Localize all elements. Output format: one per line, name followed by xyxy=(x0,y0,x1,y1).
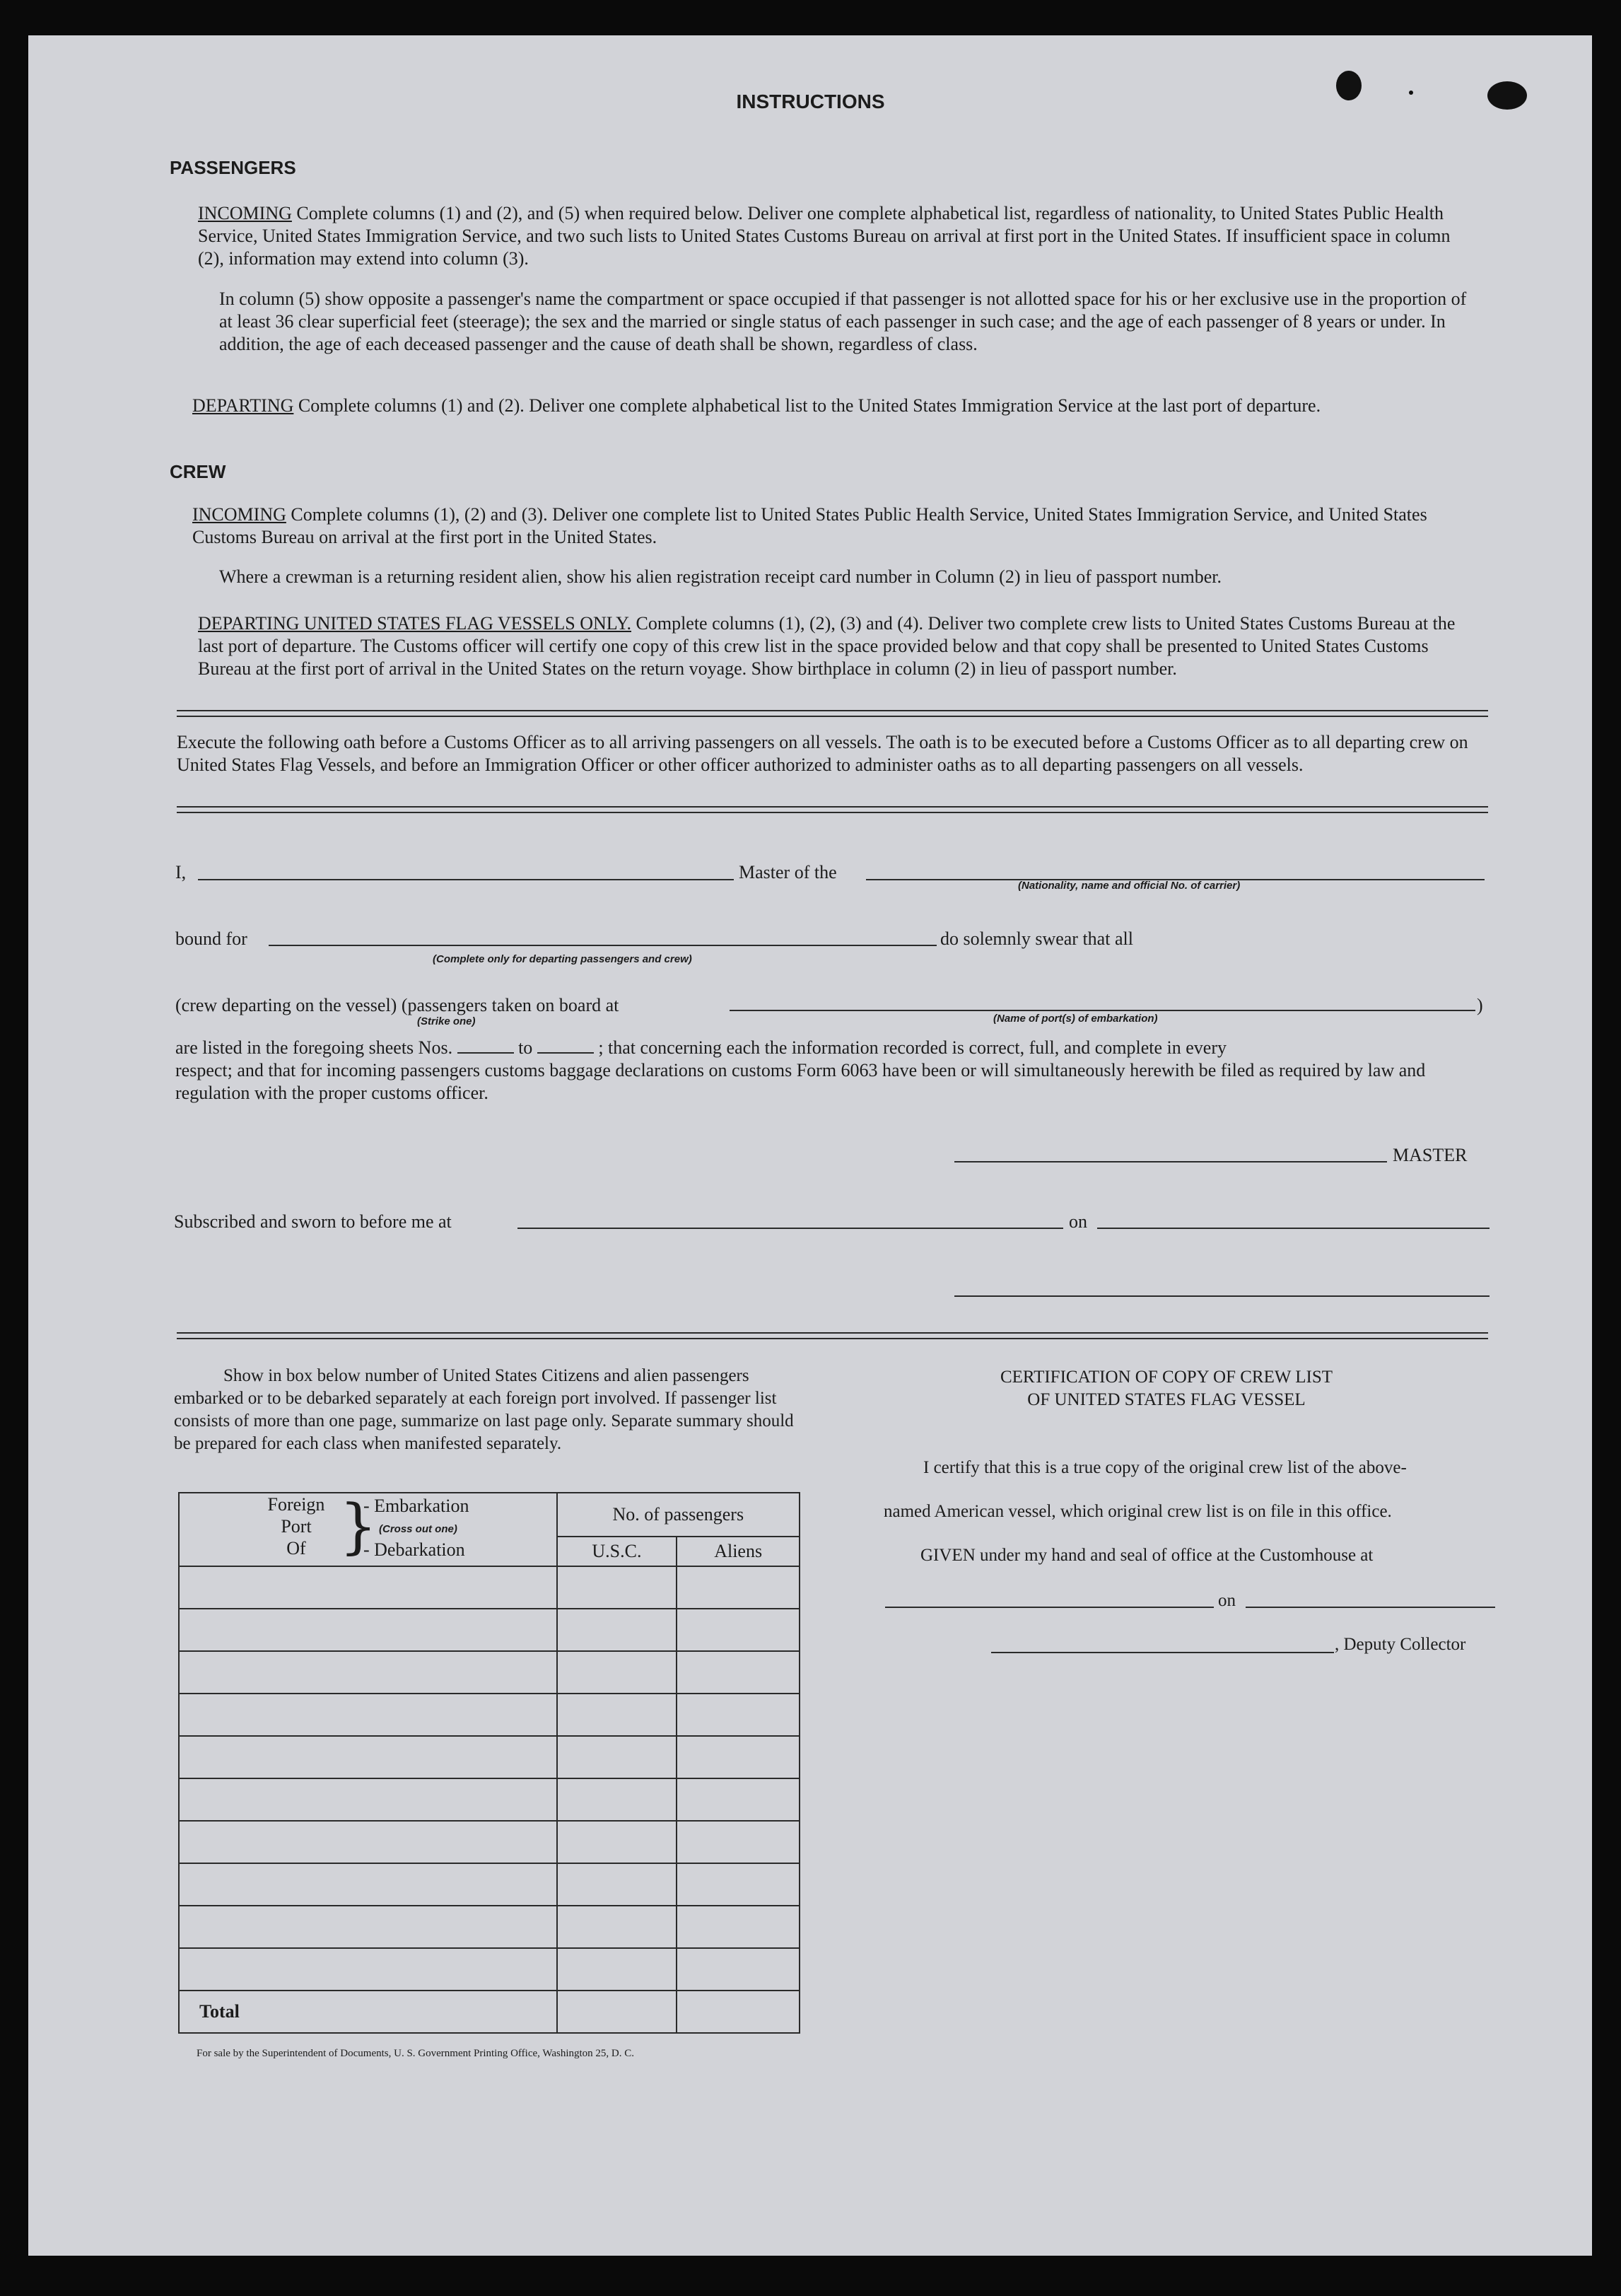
strike-one-caption: (Strike one) xyxy=(417,1015,476,1027)
aliens-cell[interactable] xyxy=(677,1694,800,1736)
usc-cell[interactable] xyxy=(557,1651,677,1694)
usc-cell[interactable] xyxy=(557,1863,677,1906)
port-cell[interactable] xyxy=(179,1821,557,1863)
to-label: to xyxy=(518,1037,533,1058)
crew-incoming-label: INCOMING xyxy=(192,504,286,525)
master-signature-line[interactable] xyxy=(954,1161,1387,1162)
certification-title-line1: CERTIFICATION OF COPY OF CREW LIST xyxy=(1000,1368,1333,1387)
port-cell[interactable] xyxy=(179,1948,557,1991)
total-label-cell xyxy=(179,1991,557,2033)
certification-line2: named American vessel, which original crew list is on file in this office. xyxy=(884,1502,1392,1521)
embarkation-port-line[interactable] xyxy=(730,1010,1475,1011)
passenger-summary-table xyxy=(178,1492,800,2034)
certification-on-label: on xyxy=(1218,1591,1236,1610)
certification-date-line[interactable] xyxy=(1246,1607,1495,1608)
oath-instructions: Execute the following oath before a Customs Officer as to all arriving passengers on all vessels. The oath is to be executed before a Customs Officer as to all departing crew on United States Flag Vessels, and before an Immigration Officer or other officer authorized to administer oaths as to all departing passengers on all vessels. xyxy=(177,732,1468,775)
master-name-line[interactable] xyxy=(198,879,734,880)
aliens-cell[interactable] xyxy=(677,1948,800,1991)
passengers-incoming-text: Complete columns (1) and (2), and (5) when required below. Deliver one complete alphabetical list, regardless of nationality, to United States Public Health Service, United States Immigration Service, and two such lists to United States Customs Bureau on arrival at first port in the United States. If insufficient space in column (2), information may extend into column (3). xyxy=(198,203,1451,269)
foreign-port-header xyxy=(179,1493,557,1566)
usc-cell[interactable] xyxy=(557,1736,677,1778)
no-of-passengers-header: No. of passengers xyxy=(557,1493,800,1537)
port-cell[interactable] xyxy=(179,1694,557,1736)
master-of-label: Master of the xyxy=(739,862,837,882)
crew-incoming-paragraph xyxy=(192,503,1467,549)
debarkation-label: - Debarkation xyxy=(363,1539,465,1560)
gpo-footer: For sale by the Superintendent of Documents, U. S. Government Printing Office, Washington 25, D. C. xyxy=(197,2048,634,2059)
solemnly-swear-label: do solemnly swear that all xyxy=(940,928,1133,949)
total-aliens-cell[interactable] xyxy=(677,1991,800,2033)
passengers-departing-text: Complete columns (1) and (2). Deliver one complete alphabetical list to the United States Immigration Service at the last port of departure. xyxy=(298,395,1321,416)
crew-resident-paragraph: Where a crewman is a returning resident alien, show his alien registration receipt card number in Column (2) in lieu of passport number. xyxy=(219,566,1222,587)
passengers-column5-paragraph: In column (5) show opposite a passenger's name the compartment or space occupied if that passenger is not allotted space for his or her exclusive use in the proportion of at least 36 clear superficial feet (steerage); the sex and the married or single status of each passenger in such case; and the age of each passenger of 8 years or under. In addition, the age of each deceased passenger and the cause of death shall be shown, regardless of class. xyxy=(219,289,1467,354)
sheets-line xyxy=(175,1037,1488,1059)
aliens-cell[interactable] xyxy=(677,1736,800,1778)
summary-instructions: Show in box below number of United States Citizens and alien passengers embarked or to be debarked separately at each foreign port involved. If passenger list consists of more than one page, summarize on last page only. Separate summary should be prepared for each class when manifested separately. xyxy=(174,1366,794,1453)
embarkation-label: - Embarkation xyxy=(363,1496,469,1516)
page-title: INSTRUCTIONS xyxy=(736,91,885,112)
crew-incoming-text: Complete columns (1), (2) and (3). Deliver one complete list to United States Public Health Service, United States Immigration Service, and United States Customs Bureau on arrival at the first port in the United States. xyxy=(192,504,1427,547)
complete-only-caption: (Complete only for departing passengers and crew) xyxy=(433,953,692,965)
usc-cell[interactable] xyxy=(557,1609,677,1651)
passengers-departing-paragraph xyxy=(192,395,1467,417)
certification-line3: GIVEN under my hand and seal of office at the Customhouse at xyxy=(920,1546,1374,1565)
sworn-date-line[interactable] xyxy=(1097,1228,1490,1229)
crew-departing-label: (crew departing on the vessel) (passengers taken on board at xyxy=(175,995,619,1015)
listed-prefix: are listed in the foregoing sheets Nos. xyxy=(175,1037,453,1058)
aliens-cell[interactable] xyxy=(677,1651,800,1694)
usc-header: U.S.C. xyxy=(557,1537,677,1566)
certification-line1: I certify that this is a true copy of the original crew list of the above- xyxy=(923,1458,1407,1477)
aliens-cell[interactable] xyxy=(677,1609,800,1651)
certification-title xyxy=(919,1366,1414,1411)
summary-row xyxy=(179,1948,800,1991)
summary-row xyxy=(179,1609,800,1651)
port-cell[interactable] xyxy=(179,1906,557,1948)
officer-signature-line[interactable] xyxy=(954,1295,1490,1297)
crew-heading: CREW xyxy=(170,461,226,482)
port-cell[interactable] xyxy=(179,1778,557,1821)
deputy-collector-label: , Deputy Collector xyxy=(1335,1635,1466,1654)
destination-line[interactable] xyxy=(269,945,937,946)
sworn-place-line[interactable] xyxy=(517,1228,1063,1229)
usc-cell[interactable] xyxy=(557,1694,677,1736)
brace-icon: } xyxy=(339,1491,378,1561)
crew-departing-paragraph xyxy=(198,612,1467,680)
passengers-heading: PASSENGERS xyxy=(170,157,296,178)
sheet-to-field[interactable] xyxy=(537,1038,594,1054)
deputy-collector-line[interactable] xyxy=(991,1652,1334,1653)
passengers-departing-label: DEPARTING xyxy=(192,395,294,416)
total-label: Total xyxy=(199,2001,240,2022)
total-usc-cell[interactable] xyxy=(557,1991,677,2033)
cross-out-caption: (Cross out one) xyxy=(379,1523,457,1535)
usc-cell[interactable] xyxy=(557,1566,677,1609)
summary-row xyxy=(179,1651,800,1694)
aliens-cell[interactable] xyxy=(677,1778,800,1821)
oath-i-label: I, xyxy=(175,862,187,882)
port-cell[interactable] xyxy=(179,1566,557,1609)
port-cell[interactable] xyxy=(179,1736,557,1778)
certification-title-line2: OF UNITED STATES FLAG VESSEL xyxy=(1027,1390,1306,1409)
port-cell[interactable] xyxy=(179,1609,557,1651)
bound-for-label: bound for xyxy=(175,928,247,949)
sheet-from-field[interactable] xyxy=(457,1038,514,1054)
summary-row xyxy=(179,1736,800,1778)
summary-row xyxy=(179,1778,800,1821)
crew-departing-text: Complete columns (1), (2), (3) and (4). Deliver two complete crew lists to United States Customs Bureau at the last port of departure. The Customs officer will certify one copy of this crew list in the space provided below and that copy shall be presented to United States Customs Bureau at the first port of arrival in the United States on the return voyage. Show birthplace in column (2) in lieu of passport number. xyxy=(198,613,1456,679)
passengers-incoming-label: INCOMING xyxy=(198,203,292,223)
foreign-port-label: Foreign Port Of xyxy=(267,1494,325,1558)
summary-row xyxy=(179,1566,800,1609)
summary-row xyxy=(179,1694,800,1736)
crew-departing-label: DEPARTING UNITED STATES FLAG VESSELS ONLY. xyxy=(198,613,631,634)
sworn-on-label: on xyxy=(1069,1211,1087,1232)
respect-paragraph: respect; and that for incoming passengers customs baggage declarations on customs Form 6063 have been or will simultaneously herewith be filed as required by law and regulation with the proper customs officer. xyxy=(175,1060,1426,1103)
close-paren: ) xyxy=(1477,995,1483,1015)
aliens-cell[interactable] xyxy=(677,1863,800,1906)
subscribed-label: Subscribed and sworn to before me at xyxy=(174,1211,452,1232)
listed-suffix: ; that concerning each the information recorded is correct, full, and complete in every xyxy=(598,1037,1227,1058)
section-divider xyxy=(177,710,1488,717)
summary-row xyxy=(179,1906,800,1948)
port-cell[interactable] xyxy=(179,1863,557,1906)
usc-cell[interactable] xyxy=(557,1778,677,1821)
summary-row xyxy=(179,1863,800,1906)
usc-cell[interactable] xyxy=(557,1948,677,1991)
nationality-caption: (Nationality, name and official No. of carrier) xyxy=(1018,880,1241,892)
port-cell[interactable] xyxy=(179,1651,557,1694)
section-divider xyxy=(177,1332,1488,1339)
passengers-incoming-paragraph xyxy=(198,202,1467,270)
aliens-cell[interactable] xyxy=(677,1566,800,1609)
summary-row xyxy=(179,1821,800,1863)
customhouse-line[interactable] xyxy=(885,1607,1214,1608)
master-label: MASTER xyxy=(1393,1145,1468,1165)
aliens-header: Aliens xyxy=(677,1537,800,1566)
section-divider xyxy=(177,806,1488,813)
usc-cell[interactable] xyxy=(557,1821,677,1863)
aliens-cell[interactable] xyxy=(677,1906,800,1948)
usc-cell[interactable] xyxy=(557,1906,677,1948)
port-embarkation-caption: (Name of port(s) of embarkation) xyxy=(993,1013,1158,1025)
aliens-cell[interactable] xyxy=(677,1821,800,1863)
